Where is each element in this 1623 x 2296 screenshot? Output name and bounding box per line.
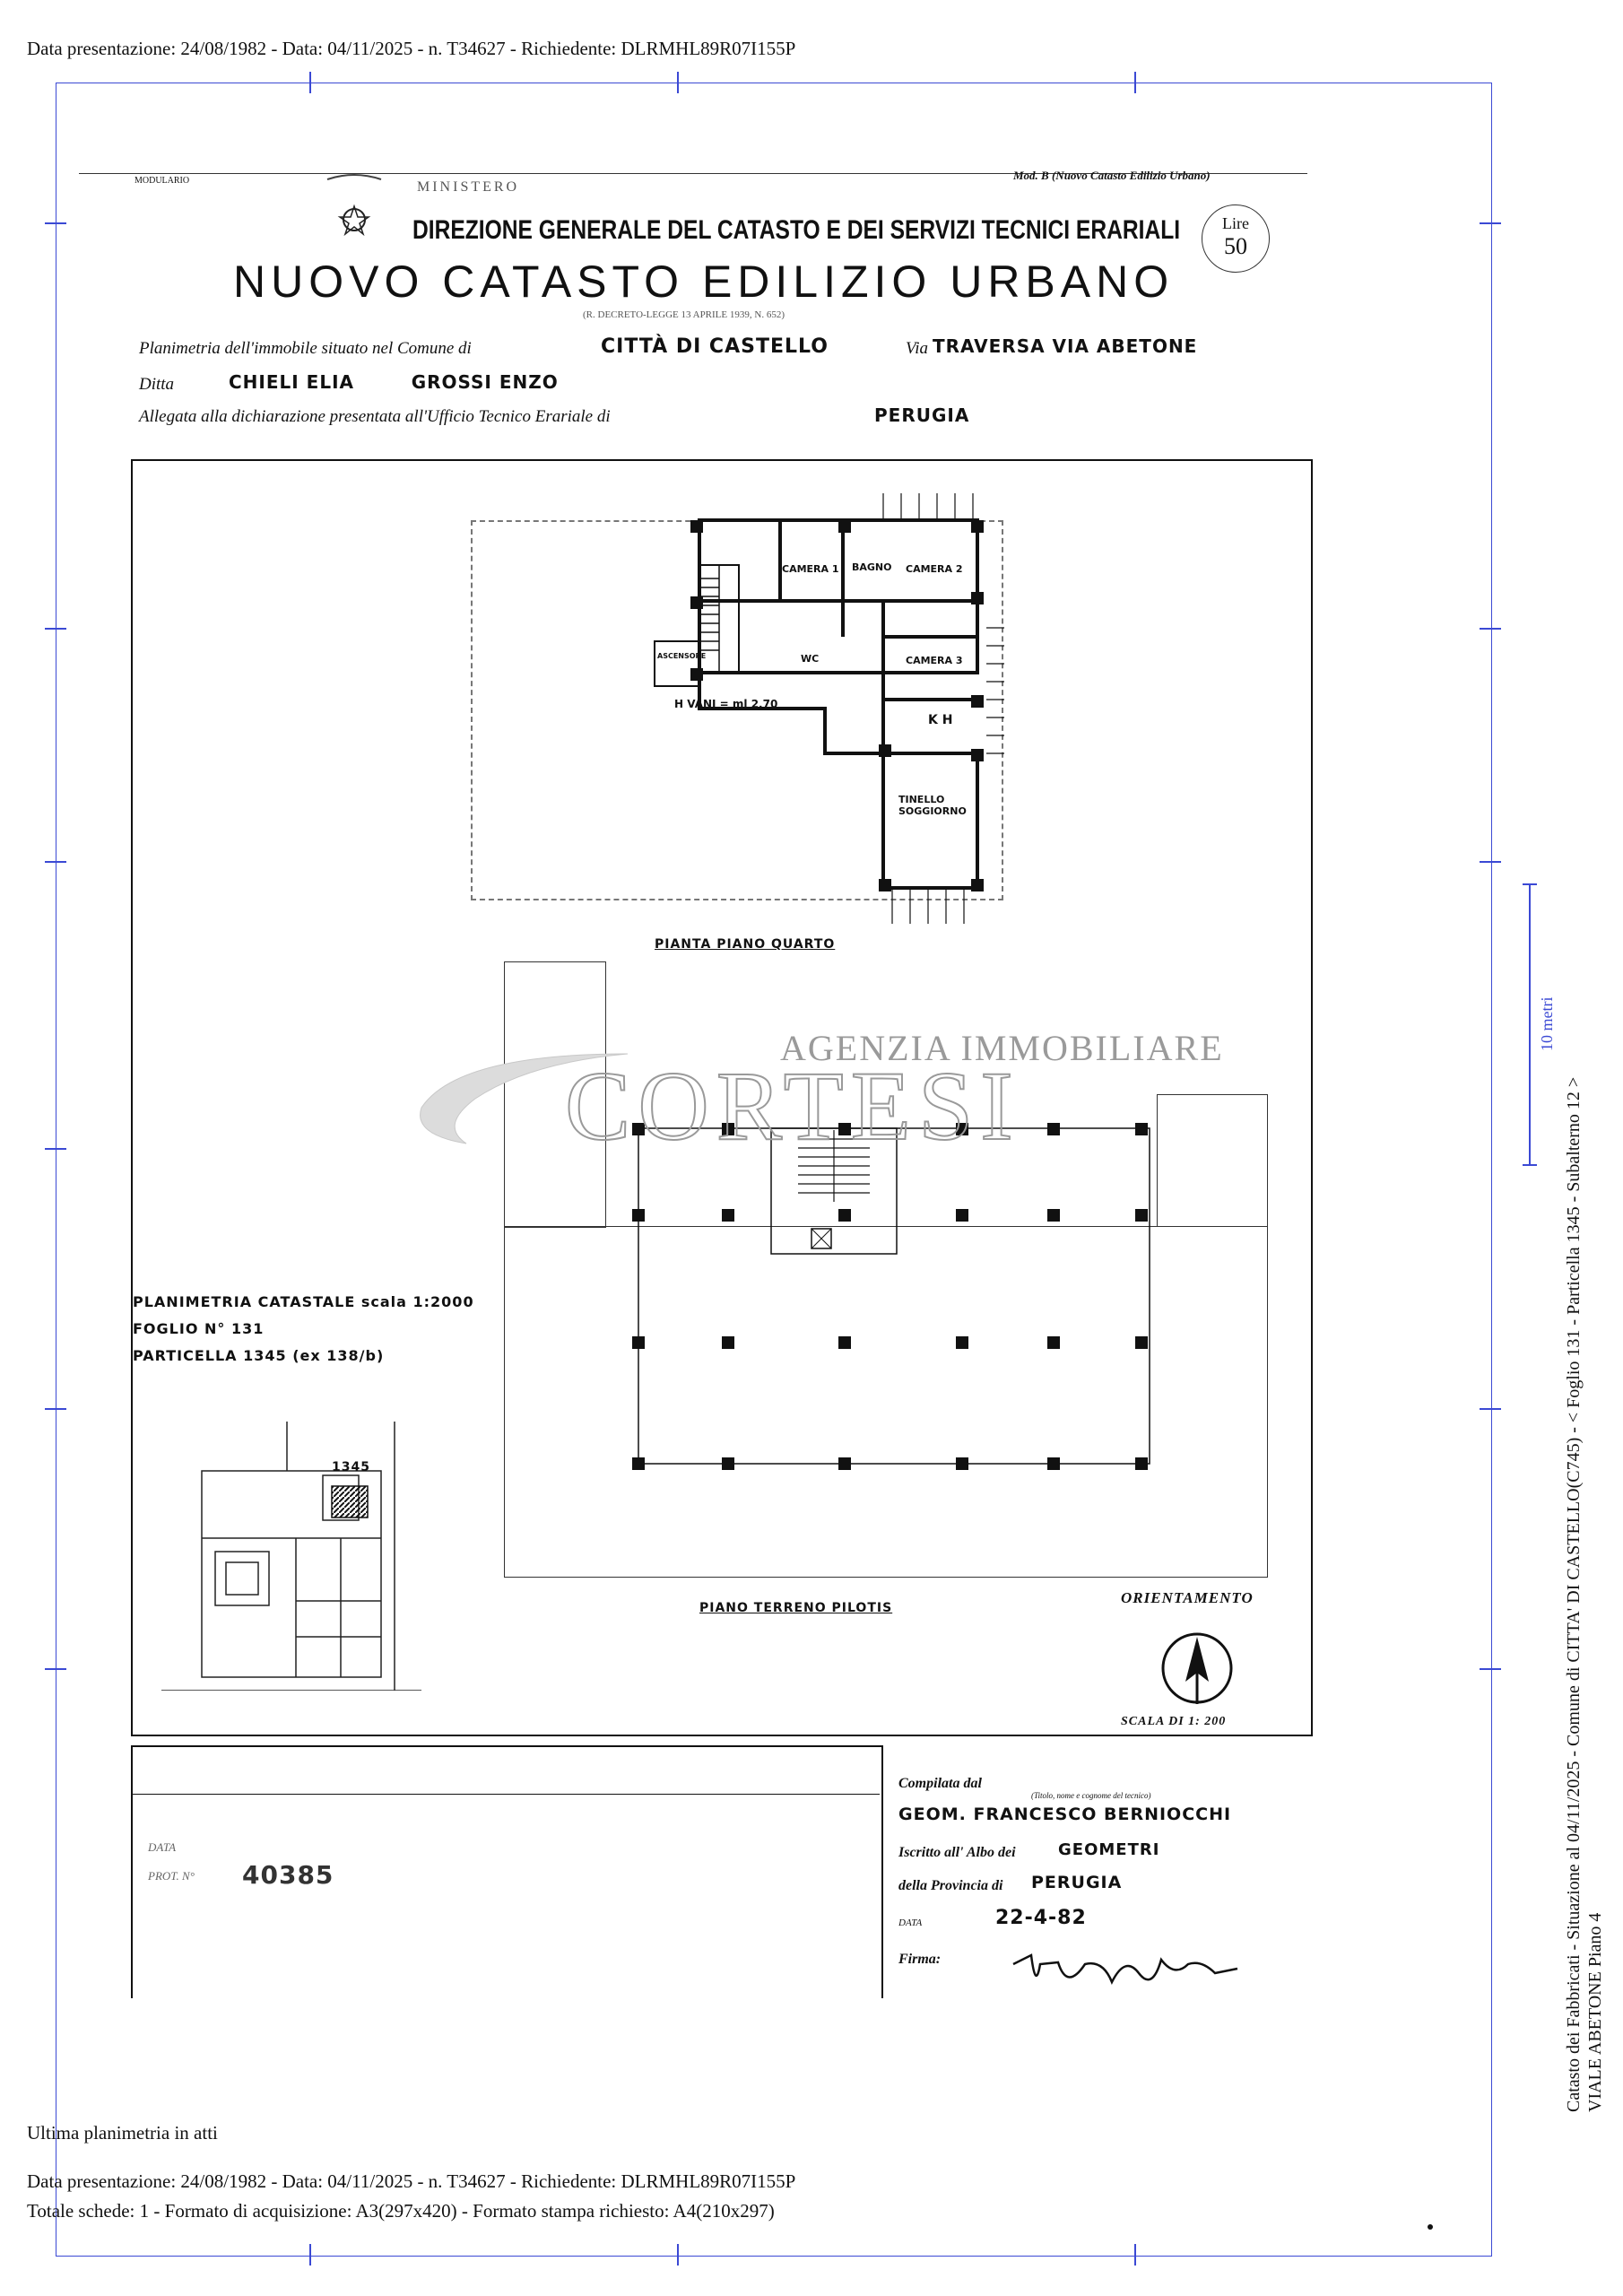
albo-value: GEOMETRI — [1058, 1840, 1160, 1859]
compilata-data-value: 22-4-82 — [995, 1907, 1087, 1929]
side-text-1: Catasto dei Fabbricati - Situazione al 04/11/2025 - Comune di CITTA' DI CASTELLO(C745) - < Foglio 131 - Particella 1345 - Subalterno 12 > — [1564, 1076, 1584, 2112]
orientamento-label: ORIENTAMENTO — [1121, 1589, 1254, 1606]
scale-bar — [1529, 883, 1531, 1166]
form-subtitle: (R. DECRETO-LEGGE 13 APRILE 1939, N. 652) — [583, 309, 785, 320]
cadastral-map — [161, 1422, 421, 1691]
room-camera-1: CAMERA 1 — [782, 563, 839, 575]
stamp-data-label: DATA — [148, 1840, 177, 1854]
north-arrow-icon — [1157, 1628, 1242, 1713]
footer-line-1: Data presentazione: 24/08/1982 - Data: 04/11/2025 - n. T34627 - Richiedente: DLRMHL89R07I155P — [27, 2170, 796, 2192]
scale-bar-label: 10 metri — [1538, 996, 1556, 1051]
firma-label: Firma: — [898, 1952, 942, 1967]
provincia-label: della Provincia di — [898, 1878, 1003, 1893]
via-label: Via — [906, 339, 928, 358]
direzione-title: DIREZIONE GENERALE DEL CATASTO E DEI SERVIZI TECNICI ERARIALI — [412, 215, 1181, 245]
stamp-prot-value: 40385 — [242, 1860, 334, 1890]
ditta-value: CHIELI ELIA GROSSI ENZO — [229, 371, 559, 393]
room-ascensore: ASCENSORE — [657, 652, 707, 660]
room-tinello: TINELLO SOGGIORNO — [898, 794, 967, 817]
cat-line-3: PARTICELLA 1345 (ex 138/b) — [133, 1347, 385, 1364]
allegata-label: Allegata alla dichiarazione presentata all'Ufficio Tecnico Erariale di — [139, 407, 611, 426]
cat-line-2: FOGLIO N° 131 — [133, 1320, 265, 1337]
header-text: Data presentazione: 24/08/1982 - Data: 04/11/2025 - n. T34627 - Richiedente: DLRMHL89R07I155P — [27, 38, 796, 59]
ministero-label: MINISTERO — [417, 179, 520, 195]
cat-line-1: PLANIMETRIA CATASTALE scala 1:2000 — [133, 1293, 474, 1310]
via-value: TRAVERSA VIA ABETONE — [933, 335, 1198, 357]
provincia-value: PERUGIA — [1031, 1873, 1123, 1892]
stairwell — [646, 529, 744, 709]
room-camera-3: CAMERA 3 — [906, 655, 963, 666]
compilata-data-label: DATA — [898, 1918, 923, 1928]
pianta-quarto-label: PIANTA PIANO QUARTO — [655, 937, 836, 952]
modulario-label: MODULARIO — [135, 176, 190, 186]
lire-label: Lire — [1222, 214, 1249, 232]
watermark-line-1: AGENZIA IMMOBILIARE — [780, 1028, 1224, 1068]
watermark-line-2: CORTESI — [565, 1051, 1020, 1161]
lire-stamp — [1202, 204, 1270, 273]
piano-terreno-label: PIANO TERRENO PILOTIS — [699, 1601, 893, 1615]
side-text-2: VIALE ABETONE Piano 4 — [1585, 1912, 1605, 2112]
footer-ultima: Ultima planimetria in atti — [27, 2122, 218, 2144]
signature-icon — [1004, 1937, 1273, 2000]
room-kh: K H — [928, 713, 953, 727]
scala-label: SCALA DI 1: 200 — [1121, 1715, 1227, 1728]
stamp-prot-label: PROT. N° — [148, 1869, 195, 1883]
compilata-sub: (Titolo, nome e cognome del tecnico) — [1031, 1791, 1151, 1800]
comune-value: CITTÀ DI CASTELLO — [601, 335, 829, 358]
compilata-label: Compilata dal — [898, 1776, 982, 1791]
room-height-note: H VANI = ml 2,70 — [674, 698, 778, 710]
iscritto-label: Iscritto all' Albo dei — [898, 1845, 1016, 1860]
site-annex — [1157, 1094, 1268, 1227]
ufficio-value: PERUGIA — [874, 404, 970, 426]
ditta-label: Ditta — [139, 375, 175, 394]
room-bagno: BAGNO — [852, 561, 892, 573]
compilata-name: GEOM. FRANCESCO BERNIOCCHI — [898, 1805, 1232, 1824]
planimetria-label: Planimetria dell'immobile situato nel Comune di — [139, 339, 472, 358]
room-camera-2: CAMERA 2 — [906, 563, 963, 575]
model-label: Mod. B (Nuovo Catasto Edilizio Urbano) — [1013, 169, 1211, 182]
lire-value: 50 — [1224, 233, 1247, 259]
form-title: NUOVO CATASTO EDILIZIO URBANO — [233, 257, 1175, 307]
room-wc: WC — [801, 653, 820, 665]
parcel-number: 1345 — [332, 1460, 370, 1474]
dot-mark — [1428, 2224, 1433, 2230]
emblem-icon — [318, 170, 390, 242]
footer-line-2: Totale schede: 1 - Formato di acquisizione: A3(297x420) - Formato stampa richiesto: A4(210x297) — [27, 2200, 775, 2222]
